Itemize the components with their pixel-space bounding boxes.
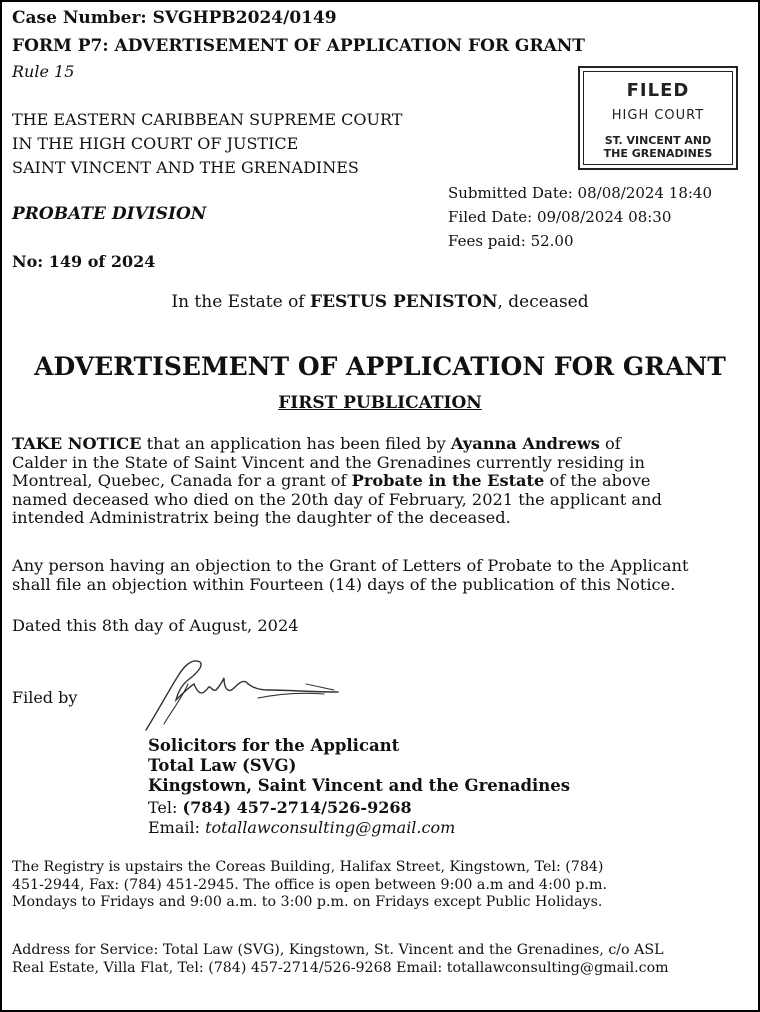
firm-location: Kingstown, Saint Vincent and the Grenadines [148,776,571,795]
paragraph-1-line-3 [12,472,754,491]
tel-label: Tel: [148,798,183,817]
stamp-place-line-1: ST. VINCENT AND [604,134,712,147]
signature-image [138,654,358,736]
grant-type: Probate in the Estate [351,471,545,490]
dated-text: Dated this 8th day of August, 2024 [12,616,299,635]
rule-reference: Rule 15 [12,62,75,81]
registry-line-2: 451-2944, Fax: (784) 451-2945. The office is open between 9:00 a.m and 4:00 p.m. [12,876,607,893]
paragraph-1-text-a: that an application has been filed by [141,434,451,453]
stamp-place-line-2: THE GRENADINES [603,147,713,160]
registry-line-3: Mondays to Fridays and 9:00 a.m. to 3:00 p.m. on Fridays except Public Holidays. [12,894,603,910]
email-label: Email: [148,818,206,837]
filed-stamp [578,66,738,170]
form-title: FORM P7: ADVERTISEMENT OF APPLICATION FOR GRANT [12,36,585,56]
take-notice: TAKE NOTICE [12,434,142,453]
estate-suffix: , deceased [497,292,589,312]
court-line-3: SAINT VINCENT AND THE GRENADINES [12,158,359,177]
claim-number: No: 149 of 2024 [12,252,156,271]
service-line-1: Address for Service: Total Law (SVG), Kingstown, St. Vincent and the Grenadines, c/o ASL [12,942,664,958]
notice-title: ADVERTISEMENT OF APPLICATION FOR GRANT [34,352,726,381]
service-address [12,942,754,977]
fees-paid: Fees paid: 52.00 [448,232,574,250]
firm-telephone [148,798,412,817]
estate-prefix: In the Estate of [171,292,310,312]
paragraph-2-line-2: shall file an objection within Fourteen (14) days of the publication of this Notice. [12,574,676,594]
firm-email [148,818,455,837]
submitted-date: Submitted Date: 08/08/2024 18:40 [448,184,713,202]
estate-line [2,292,758,312]
paragraph-1-line-4: named deceased who died on the 20th day of February, 2021 the applicant and [12,489,662,509]
stamp-court-text: HIGH COURT [611,108,705,123]
registry-line-1: The Registry is upstairs the Coreas Building, Halifax Street, Kingstown, Tel: (784) [12,859,604,875]
court-line-2: IN THE HIGH COURT OF JUSTICE [12,134,299,153]
solicitor-role: Solicitors for the Applicant [148,736,400,755]
stamp-place [580,134,736,160]
paragraph-1-text-d: of the above [544,471,651,490]
paragraph-1-line-5: intended Administratrix being the daughter of the deceased. [12,508,511,527]
division-heading: PROBATE DIVISION [12,204,207,224]
stamp-filed-text: FILED [626,80,690,101]
publication-label: FIRST PUBLICATION [278,393,482,413]
case-number: Case Number: SVGHPB2024/0149 [12,8,337,28]
service-line-2: Real Estate, Villa Flat, Tel: (784) 457-2714/526-9268 Email: totallawconsulting@gmail.com [12,959,669,976]
applicant-name: Ayanna Andrews [450,434,600,453]
notice-paragraph-2 [12,557,754,594]
court-line-1: THE EASTERN CARIBBEAN SUPREME COURT [12,110,403,129]
paragraph-2-line-1: Any person having an objection to the Grant of Letters of Probate to the Applicant [12,556,689,575]
filed-by-label: Filed by [12,688,78,707]
notice-paragraph-1 [12,435,754,528]
law-firm-name: Total Law (SVG) [148,756,297,775]
registry-info [12,859,754,912]
email-address: totallawconsulting@gmail.com [205,818,456,837]
paragraph-1-text-b: of [599,434,621,453]
paragraph-1-line-2: Calder in the State of Saint Vincent and the Grenadines currently residing in [12,452,645,472]
dated-line [12,617,754,636]
deceased-name: FESTUS PENISTON [310,292,498,312]
tel-number: (784) 457-2714/526-9268 [182,798,412,817]
filed-date: Filed Date: 09/08/2024 08:30 [448,208,672,226]
paragraph-1-line-1 [12,435,754,454]
paragraph-1-text-c: Montreal, Quebec, Canada for a grant of [12,471,352,490]
